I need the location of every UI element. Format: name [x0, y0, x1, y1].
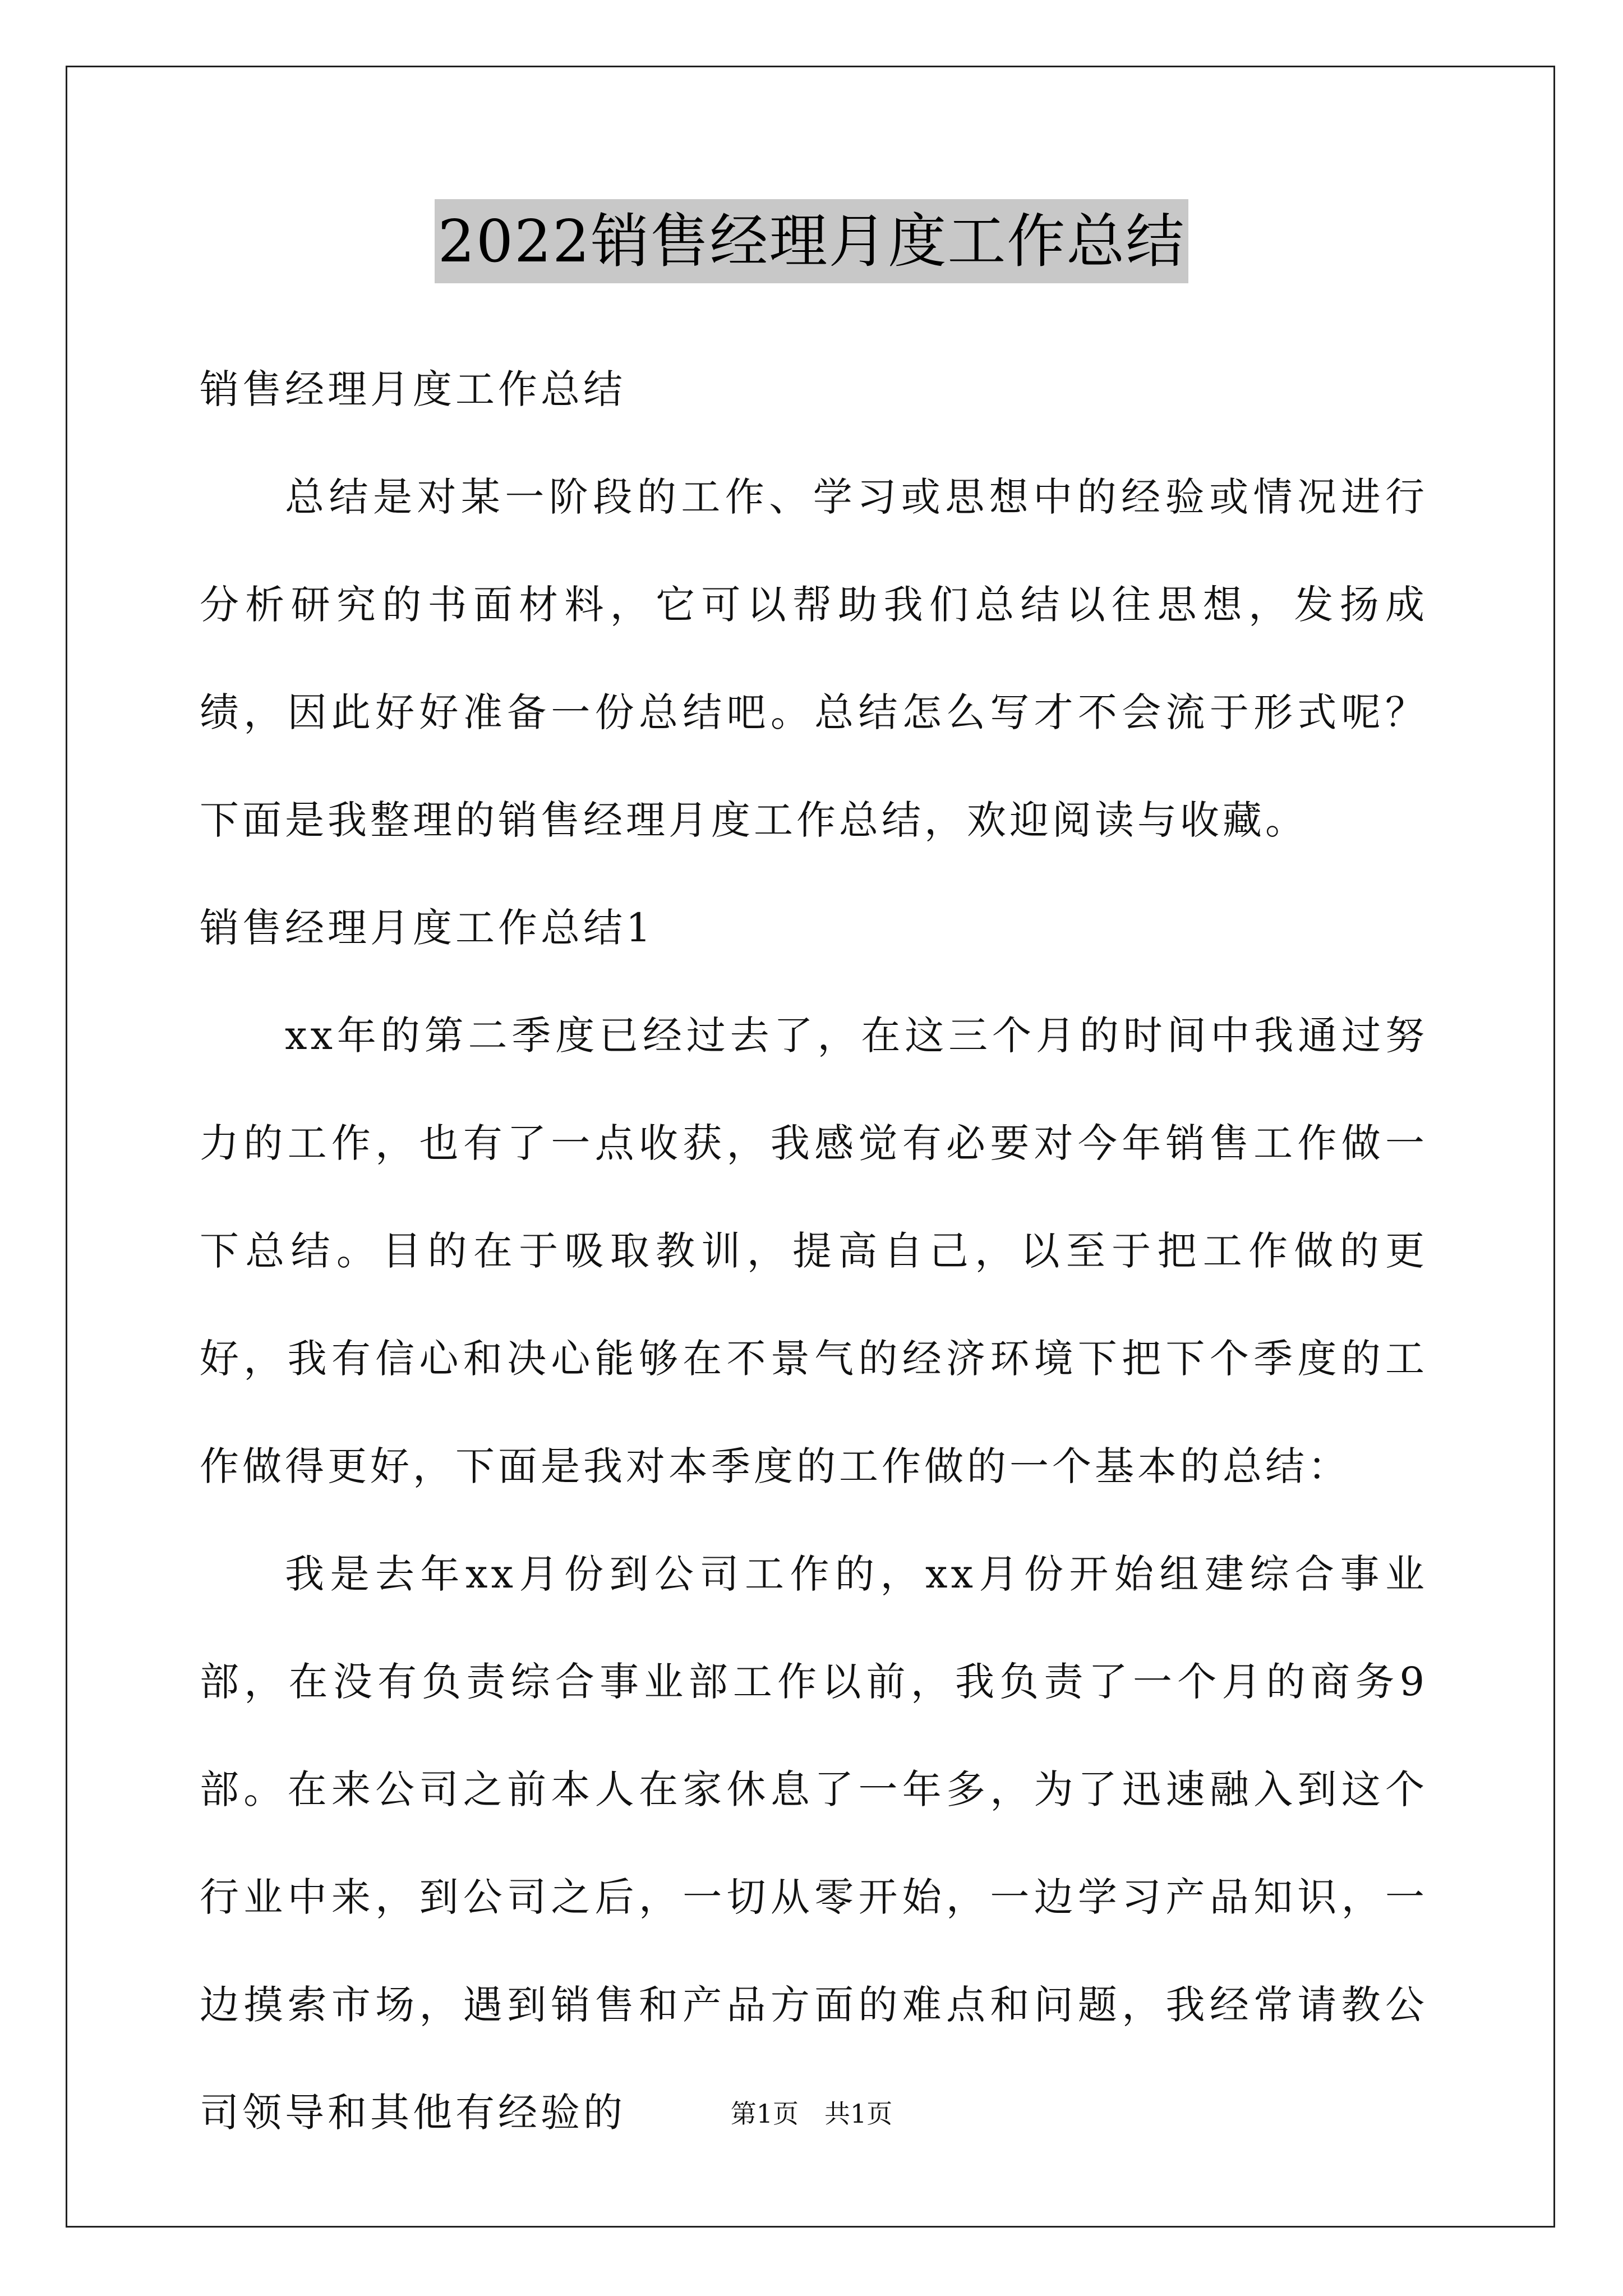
body-paragraph: 我是去年xx月份到公司工作的，xx月份开始组建综合事业部，在没有负责综合事业部工作以前，我负责了一个月的商务9部。在来公司之前本人在家休息了一年多，为了迅速融入到这个行业中来，到公司之后，一切从零开始，一边学习产品知识，一边摸索市场，遇到销售和产品方面的难点和问题，我经常请教公司领导和其他有经验的: [200, 1551, 1428, 2136]
section-heading: 销售经理月度工作总结: [200, 366, 626, 412]
title-container: [0, 199, 1623, 283]
page-footer: [0, 2097, 1623, 2131]
section-heading: 销售经理月度工作总结1: [200, 905, 654, 951]
document-body: [200, 335, 1428, 2166]
page-number: 第1页: [730, 2099, 799, 2129]
intro-paragraph: 总结是对某一阶段的工作、学习或思想中的经验或情况进行分析研究的书面材料，它可以帮助我们总结以往思想，发扬成绩，因此好好准备一份总结吧。总结怎么写才不会流于形式呢？下面是我整理的销售经理月度工作总结，欢迎阅读与收藏。: [200, 474, 1428, 843]
body-paragraph: xx年的第二季度已经过去了，在这三个月的时间中我通过努力的工作，也有了一点收获，我感觉有必要对今年销售工作做一下总结。目的在于吸取教训，提高自己，以至于把工作做的更好，我有信心和决心能够在不景气的经济环境下把下个季度的工作做得更好，下面是我对本季度的工作做的一个基本的总结：: [200, 1013, 1428, 1489]
document-title: 2022销售经理月度工作总结: [435, 199, 1189, 283]
page-total: 共1页: [824, 2099, 893, 2129]
